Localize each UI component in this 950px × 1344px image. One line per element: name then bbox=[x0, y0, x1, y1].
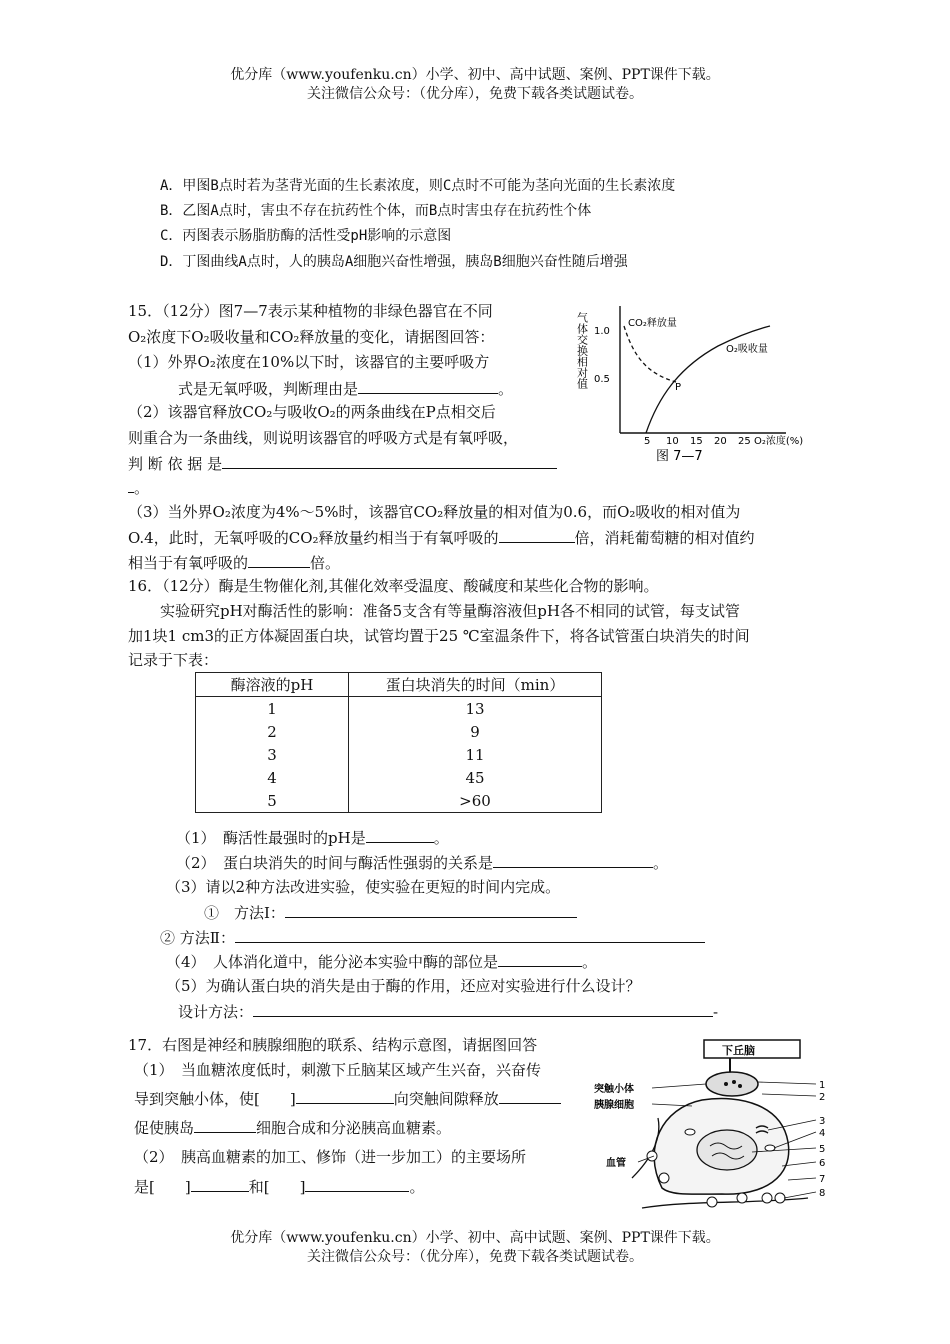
q17-line-3-a: 导到突触小体，使[ ] bbox=[134, 1090, 296, 1108]
q15-line-11-b: 倍。 bbox=[310, 554, 341, 572]
q15-line-4-text: 式是无氧呼吸，判断理由是 bbox=[178, 380, 359, 398]
q15-line-3: （1）外界O₂浓度在10%以下时，该器官的主要呼吸方 bbox=[128, 353, 490, 371]
q16-design-label: 设计方法： bbox=[178, 1003, 254, 1021]
q16-blank-2[interactable] bbox=[493, 852, 653, 868]
q17-line-4-a: 促使胰岛 bbox=[134, 1119, 195, 1137]
fig17-vesicle bbox=[724, 1082, 728, 1086]
q15-line-8-end: 。 bbox=[134, 479, 150, 497]
fig17-blood-cell bbox=[775, 1193, 785, 1203]
q17-line-2: （1） 当血糖浓度低时，刺激下丘脑某区域产生兴奋，兴奋传 bbox=[134, 1061, 542, 1079]
q16-design bbox=[178, 1001, 718, 1022]
q16-line-3: 加1块1 cm3的正方体凝固蛋白块，试管均置于25 ℃室温条件下，将各试管蛋白块消失的时间 bbox=[128, 627, 750, 645]
q16-sub-4 bbox=[166, 951, 597, 972]
q16-blank-method-1[interactable] bbox=[285, 902, 577, 918]
table-row bbox=[196, 789, 602, 813]
q16-sub-3: （3）请以2种方法改进实验，使实验在更短的时间内完成。 bbox=[166, 878, 561, 896]
fig17-blood-cell bbox=[737, 1193, 747, 1203]
q16-blank-4[interactable] bbox=[498, 951, 582, 967]
fig77-ytick-05: 0.5 bbox=[594, 374, 610, 385]
fig77-o2-label: O₂吸收量 bbox=[726, 344, 768, 355]
table-row bbox=[196, 743, 602, 766]
fig17-leader bbox=[758, 1082, 816, 1084]
q16-sub-1-text: （1） 酶活性最强时的pH是 bbox=[176, 829, 366, 847]
table-cell: 11 bbox=[349, 743, 602, 766]
fig17-granule bbox=[765, 1145, 775, 1151]
q15-blank-4[interactable] bbox=[248, 552, 310, 568]
q17-blank-1[interactable] bbox=[296, 1088, 394, 1104]
fig17-synapse-knob bbox=[706, 1072, 758, 1096]
q15-line-1: 15．（12分）图7—7表示某种植物的非绿色器官在不同 bbox=[128, 302, 493, 320]
option-c: C．丙图表示肠脂肪酶的活性受pH影响的示意图 bbox=[160, 228, 452, 244]
table-row bbox=[196, 697, 602, 721]
q17-line-6-end: 。 bbox=[409, 1178, 425, 1196]
q16-method-1-label: ① 方法Ⅰ： bbox=[204, 904, 285, 922]
option-a: A．甲图B点时若为茎背光面的生长素浓度，则C点时不可能为茎向光面的生长素浓度 bbox=[160, 178, 676, 194]
fig17-vessel-label: 血管 bbox=[606, 1158, 626, 1169]
q15-line-10-b: 倍，消耗葡萄糖的相对值约 bbox=[574, 529, 755, 547]
fig77-o2-curve bbox=[646, 326, 770, 433]
q16-sub-5: （5）为确认蛋白块的消失是由于酶的作用，还应对实验进行什么设计？ bbox=[166, 977, 641, 995]
fig77-xtick-20: 20 bbox=[714, 436, 727, 447]
q15-line-11 bbox=[128, 552, 340, 573]
q16-blank-method-2[interactable] bbox=[235, 927, 705, 943]
q17-blank-4[interactable] bbox=[191, 1176, 249, 1192]
table-cell: 4 bbox=[196, 766, 349, 789]
fig17-num-2: 2 bbox=[819, 1092, 826, 1103]
ph-table-header-ph: 酶溶液的pH bbox=[196, 673, 349, 697]
fig17-vesicle bbox=[738, 1084, 742, 1088]
q15-line-5: （2）该器官释放CO₂与吸收O₂的两条曲线在P点相交后 bbox=[128, 403, 496, 421]
fig17-leader bbox=[762, 1094, 816, 1096]
fig77-co2-label: CO₂释放量 bbox=[628, 318, 677, 329]
table-cell: 13 bbox=[349, 697, 602, 721]
fig17-num-3: 3 bbox=[819, 1116, 826, 1127]
fig17-blood-cell bbox=[707, 1197, 717, 1207]
table-cell: 2 bbox=[196, 720, 349, 743]
fig77-xtick-5: 5 bbox=[644, 436, 651, 447]
q16-line-1: 16．（12分）酶是生物催化剂,其催化效率受温度、酸碱度和某些化合物的影响。 bbox=[128, 577, 659, 595]
fig17-leader bbox=[788, 1178, 816, 1180]
q17-line-6-a: 是[ ] bbox=[134, 1178, 191, 1196]
q17-blank-3[interactable] bbox=[194, 1117, 256, 1133]
table-cell: >60 bbox=[349, 789, 602, 813]
fig17-blood-cell bbox=[762, 1193, 772, 1203]
q16-sub-1 bbox=[176, 827, 449, 848]
q16-sub-2-end: 。 bbox=[653, 854, 669, 872]
header-line-1: 优分库（www.youfenku.cn）小学、初中、高中试题、案例、PPT课件下载。 bbox=[230, 67, 720, 83]
q15-line-4-end: 。 bbox=[498, 380, 514, 398]
fig17-leader bbox=[652, 1084, 706, 1088]
table-row bbox=[196, 766, 602, 789]
q16-sub-4-end: 。 bbox=[582, 953, 598, 971]
q16-sub-2 bbox=[176, 852, 668, 873]
q17-blank-2[interactable] bbox=[499, 1088, 561, 1104]
q15-line-10 bbox=[128, 527, 755, 548]
ph-table bbox=[195, 672, 602, 813]
fig77-xlabel: O₂浓度(%) bbox=[754, 436, 804, 447]
fig17-num-7: 7 bbox=[819, 1174, 826, 1185]
q15-line-2: O₂浓度下O₂吸收量和CO₂释放量的变化，请据图回答： bbox=[128, 328, 495, 346]
fig77-xtick-10: 10 bbox=[666, 436, 679, 447]
table-row bbox=[196, 720, 602, 743]
table-cell: 3 bbox=[196, 743, 349, 766]
fig17-num-5: 5 bbox=[819, 1144, 826, 1155]
fig17-nucleus bbox=[697, 1130, 757, 1170]
fig17-hypothalamus-label: 下丘脑 bbox=[722, 1044, 755, 1057]
figure-7-7 bbox=[575, 298, 804, 466]
fig17-blood-cell bbox=[647, 1151, 657, 1161]
fig77-co2-curve bbox=[624, 326, 676, 382]
q15-line-11-a: 相当于有氧呼吸的 bbox=[128, 554, 249, 572]
q15-line-4 bbox=[178, 378, 513, 399]
q16-method-2-label: ② 方法Ⅱ： bbox=[160, 929, 235, 947]
fig17-cell-label: 胰腺细胞 bbox=[594, 1100, 634, 1111]
q17-line-3 bbox=[134, 1088, 561, 1109]
fig77-ytick-1: 1.0 bbox=[594, 326, 610, 337]
table-cell: 45 bbox=[349, 766, 602, 789]
table-cell: 5 bbox=[196, 789, 349, 813]
q17-line-4-b: 细胞合成和分泌胰高血糖素。 bbox=[256, 1119, 452, 1137]
fig77-xtick-15: 15 bbox=[690, 436, 703, 447]
fig17-num-4: 4 bbox=[819, 1128, 826, 1139]
q16-sub-2-text: （2） 蛋白块消失的时间与酶活性强弱的关系是 bbox=[176, 854, 494, 872]
fig17-num-1: 1 bbox=[819, 1080, 826, 1091]
q17-line-5: （2） 胰高血糖素的加工、修饰（进一步加工）的主要场所 bbox=[134, 1148, 527, 1166]
q17-blank-5[interactable] bbox=[305, 1176, 409, 1192]
q15-line-7 bbox=[128, 453, 557, 474]
fig17-leader bbox=[784, 1192, 816, 1198]
fig77-xtick-25: 25 bbox=[738, 436, 751, 447]
fig17-vesicle bbox=[732, 1080, 736, 1084]
footer-line-1: 优分库（www.youfenku.cn）小学、初中、高中试题、案例、PPT课件下载。 bbox=[230, 1230, 720, 1246]
table-cell: 1 bbox=[196, 697, 349, 721]
q16-blank-1[interactable] bbox=[366, 827, 434, 843]
header-line-2: 关注微信公众号：（优分库），免费下载各类试题试卷。 bbox=[307, 86, 643, 102]
q16-method-2 bbox=[160, 927, 705, 948]
fig17-num-6: 6 bbox=[819, 1158, 826, 1169]
q17-line-4 bbox=[134, 1117, 451, 1138]
option-b: B．乙图A点时，害虫不存在抗药性个体，而B点时害虫存在抗药性个体 bbox=[160, 203, 592, 219]
q16-sub-1-end: 。 bbox=[433, 829, 449, 847]
q16-line-2: 实验研究pH对酶活性的影响：准备5支含有等量酶溶液但pH各不相同的试管，每支试管 bbox=[160, 602, 740, 620]
q17-line-6 bbox=[134, 1176, 424, 1197]
fig77-p-label: P bbox=[675, 382, 682, 393]
q15-blank-1[interactable] bbox=[358, 378, 498, 394]
ph-table-header-time: 蛋白块消失的时间（min） bbox=[349, 673, 602, 697]
q16-blank-design[interactable] bbox=[253, 1001, 713, 1017]
q15-line-9: （3）当外界O₂浓度为4%～5%时，该器官CO₂释放量的相对值为0.6，而O₂吸收的相对值为 bbox=[128, 503, 741, 521]
q17-line-6-b: 和[ ] bbox=[248, 1178, 306, 1196]
fig77-ylabel: 气体交换相对值 bbox=[575, 312, 589, 389]
fig17-synapse-label: 突触小体 bbox=[594, 1084, 634, 1095]
fig17-num-8: 8 bbox=[819, 1188, 826, 1199]
q16-line-4: 记录于下表： bbox=[128, 651, 219, 669]
footer-line-2: 关注微信公众号：（优分库），免费下载各类试题试卷。 bbox=[307, 1249, 643, 1265]
q16-method-1 bbox=[204, 902, 577, 923]
q15-line-10-a: O.4，此时，无氧呼吸的CO₂释放量约相当于有氧呼吸的 bbox=[128, 529, 499, 547]
figure-17 bbox=[592, 1038, 832, 1210]
q16-design-end: - bbox=[713, 1003, 719, 1021]
fig77-caption: 图 7—7 bbox=[656, 449, 703, 464]
q17-line-1: 17．右图是神经和胰腺细胞的联系、结构示意图，请据图回答 bbox=[128, 1036, 538, 1054]
option-d: D．丁图曲线A点时，人的胰岛A细胞兴奋性增强，胰岛B细胞兴奋性随后增强 bbox=[160, 254, 628, 270]
fig17-granule bbox=[685, 1129, 695, 1135]
fig17-blood-cell bbox=[659, 1173, 669, 1183]
q15-blank-3[interactable] bbox=[499, 527, 575, 543]
table-cell: 9 bbox=[349, 720, 602, 743]
q15-line-8 bbox=[128, 477, 149, 498]
q15-blank-2[interactable] bbox=[222, 453, 557, 469]
q15-line-6: 则重合为一条曲线，则说明该器官的呼吸方式是有氧呼吸， bbox=[128, 429, 519, 447]
q16-sub-4-text: （4） 人体消化道中，能分泌本实验中酶的部位是 bbox=[166, 953, 499, 971]
q15-line-7-text: 判 断 依 据 是 bbox=[128, 455, 223, 473]
q17-line-3-b: 向突触间隙释放 bbox=[393, 1090, 499, 1108]
